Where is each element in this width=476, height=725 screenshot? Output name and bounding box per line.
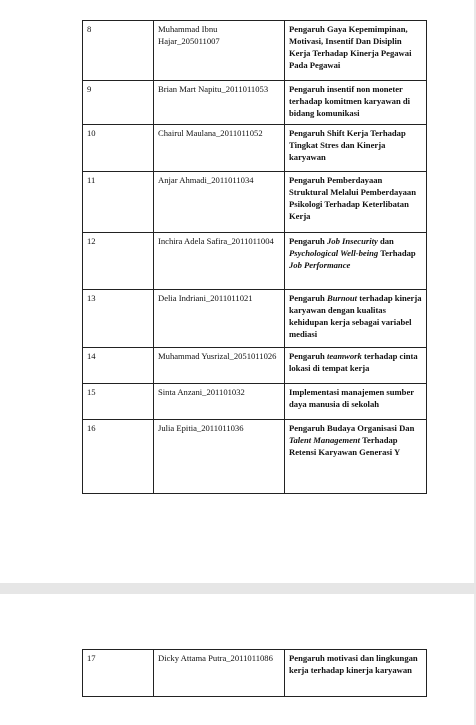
research-title: Pengaruh Pemberdayaan Struktural Melalui Pemberdayaan Psikologi Terhadap Keterlibatan Kerja <box>285 172 427 233</box>
row-number: 11 <box>83 172 154 233</box>
table-row <box>83 21 427 81</box>
row-number: 14 <box>83 348 154 384</box>
page-separator <box>0 583 476 594</box>
research-title: Pengaruh Budaya Organisasi Dan Talent Management Terhadap Retensi Karyawan Generasi Y <box>285 420 427 494</box>
table-row <box>83 233 427 290</box>
row-number: 9 <box>83 81 154 125</box>
student-name: Brian Mart Napitu_2011011053 <box>154 81 285 125</box>
table-row <box>83 650 427 697</box>
row-number: 15 <box>83 384 154 420</box>
student-name: Sinta Anzani_201101032 <box>154 384 285 420</box>
table-row <box>83 81 427 125</box>
research-title: Pengaruh motivasi dan lingkungan kerja terhadap kinerja karyawan <box>285 650 427 697</box>
research-title: Pengaruh Job Insecurity dan Psychological Well-being Terhadap Job Performance <box>285 233 427 290</box>
table-row <box>83 348 427 384</box>
student-name: Julia Epitia_2011011036 <box>154 420 285 494</box>
row-number: 10 <box>83 125 154 172</box>
research-title: Implementasi manajemen sumber daya manusia di sekolah <box>285 384 427 420</box>
document-page-2 <box>0 594 474 725</box>
row-number: 8 <box>83 21 154 81</box>
thesis-topic-table <box>82 20 427 494</box>
student-name: Anjar Ahmadi_2011011034 <box>154 172 285 233</box>
row-number: 12 <box>83 233 154 290</box>
research-title: Pengaruh Shift Kerja Terhadap Tingkat Stres dan Kinerja karyawan <box>285 125 427 172</box>
research-title: Pengaruh insentif non moneter terhadap komitmen karyawan di bidang komunikasi <box>285 81 427 125</box>
student-name: Muhammad Ibnu Hajar_205011007 <box>154 21 285 81</box>
student-name: Dicky Attama Putra_2011011086 <box>154 650 285 697</box>
table-row <box>83 125 427 172</box>
student-name: Delia Indriani_2011011021 <box>154 290 285 348</box>
student-name: Muhammad Yusrizal_2051011026 <box>154 348 285 384</box>
row-number: 13 <box>83 290 154 348</box>
table-row <box>83 172 427 233</box>
student-name: Inchira Adela Safira_2011011004 <box>154 233 285 290</box>
row-number: 17 <box>83 650 154 697</box>
student-name: Chairul Maulana_2011011052 <box>154 125 285 172</box>
research-title: Pengaruh teamwork terhadap cinta lokasi di tempat kerja <box>285 348 427 384</box>
row-number: 16 <box>83 420 154 494</box>
research-title: Pengaruh Gaya Kepemimpinan, Motivasi, Insentif Dan Disiplin Kerja Terhadap Kinerja Pegawai Pada Pegawai <box>285 21 427 81</box>
table-row <box>83 420 427 494</box>
thesis-topic-table-continued <box>82 649 427 697</box>
table-row <box>83 384 427 420</box>
table-row <box>83 290 427 348</box>
research-title: Pengaruh Burnout terhadap kinerja karyawan dengan kualitas kehidupan kerja sebagai variabel mediasi <box>285 290 427 348</box>
